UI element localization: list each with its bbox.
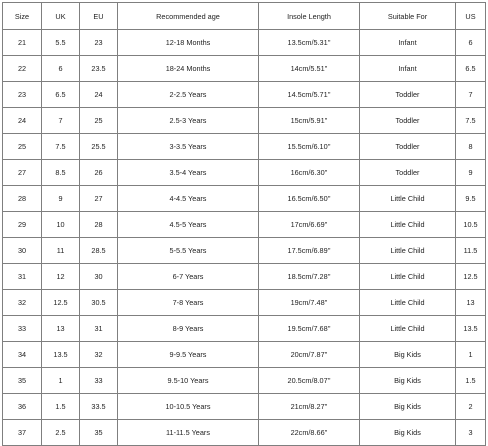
- cell-insole-length: 22cm/8.66'': [259, 420, 360, 446]
- cell-eu: 23.5: [80, 56, 118, 82]
- cell-uk: 8.5: [42, 160, 80, 186]
- cell-insole-length: 15cm/5.91'': [259, 108, 360, 134]
- cell-recommended-age: 2.5-3 Years: [118, 108, 259, 134]
- cell-uk: 6.5: [42, 82, 80, 108]
- cell-size: 22: [3, 56, 42, 82]
- cell-us: 3: [456, 420, 486, 446]
- header-eu: EU: [80, 3, 118, 30]
- cell-us: 13: [456, 290, 486, 316]
- cell-insole-length: 16.5cm/6.50'': [259, 186, 360, 212]
- cell-uk: 13.5: [42, 342, 80, 368]
- size-chart-body: [3, 30, 486, 446]
- cell-suitable-for: Little Child: [360, 316, 456, 342]
- table-row: [3, 108, 486, 134]
- cell-suitable-for: Infant: [360, 30, 456, 56]
- cell-size: 27: [3, 160, 42, 186]
- cell-insole-length: 20cm/7.87'': [259, 342, 360, 368]
- cell-eu: 33.5: [80, 394, 118, 420]
- cell-recommended-age: 2-2.5 Years: [118, 82, 259, 108]
- cell-eu: 25: [80, 108, 118, 134]
- header-size: Size: [3, 3, 42, 30]
- cell-suitable-for: Big Kids: [360, 394, 456, 420]
- cell-size: 34: [3, 342, 42, 368]
- cell-size: 21: [3, 30, 42, 56]
- cell-recommended-age: 10-10.5 Years: [118, 394, 259, 420]
- cell-suitable-for: Toddler: [360, 108, 456, 134]
- table-row: [3, 368, 486, 394]
- cell-uk: 13: [42, 316, 80, 342]
- cell-uk: 1: [42, 368, 80, 394]
- cell-us: 11.5: [456, 238, 486, 264]
- cell-recommended-age: 4.5-5 Years: [118, 212, 259, 238]
- header-uk: UK: [42, 3, 80, 30]
- cell-recommended-age: 7-8 Years: [118, 290, 259, 316]
- cell-recommended-age: 3-3.5 Years: [118, 134, 259, 160]
- cell-eu: 33: [80, 368, 118, 394]
- cell-eu: 25.5: [80, 134, 118, 160]
- cell-us: 13.5: [456, 316, 486, 342]
- cell-insole-length: 16cm/6.30'': [259, 160, 360, 186]
- table-row: [3, 186, 486, 212]
- cell-suitable-for: Little Child: [360, 186, 456, 212]
- cell-suitable-for: Little Child: [360, 212, 456, 238]
- cell-eu: 23: [80, 30, 118, 56]
- cell-recommended-age: 9.5-10 Years: [118, 368, 259, 394]
- table-row: [3, 238, 486, 264]
- cell-insole-length: 17cm/6.69'': [259, 212, 360, 238]
- size-chart-header: [3, 3, 486, 30]
- cell-uk: 6: [42, 56, 80, 82]
- cell-suitable-for: Big Kids: [360, 368, 456, 394]
- table-row: [3, 56, 486, 82]
- table-row: [3, 290, 486, 316]
- cell-uk: 1.5: [42, 394, 80, 420]
- cell-size: 30: [3, 238, 42, 264]
- cell-size: 25: [3, 134, 42, 160]
- cell-insole-length: 19.5cm/7.68'': [259, 316, 360, 342]
- cell-size: 33: [3, 316, 42, 342]
- cell-insole-length: 20.5cm/8.07'': [259, 368, 360, 394]
- cell-size: 35: [3, 368, 42, 394]
- header-row: [3, 3, 486, 30]
- table-row: [3, 264, 486, 290]
- table-row: [3, 160, 486, 186]
- cell-insole-length: 21cm/8.27'': [259, 394, 360, 420]
- cell-eu: 24: [80, 82, 118, 108]
- table-row: [3, 30, 486, 56]
- cell-uk: 12.5: [42, 290, 80, 316]
- cell-uk: 12: [42, 264, 80, 290]
- cell-recommended-age: 12-18 Months: [118, 30, 259, 56]
- cell-us: 7: [456, 82, 486, 108]
- table-row: [3, 420, 486, 446]
- size-chart-table: [2, 2, 486, 446]
- cell-eu: 28.5: [80, 238, 118, 264]
- cell-us: 9.5: [456, 186, 486, 212]
- cell-eu: 26: [80, 160, 118, 186]
- table-row: [3, 342, 486, 368]
- cell-suitable-for: Big Kids: [360, 420, 456, 446]
- cell-suitable-for: Little Child: [360, 264, 456, 290]
- cell-size: 37: [3, 420, 42, 446]
- cell-suitable-for: Toddler: [360, 82, 456, 108]
- cell-insole-length: 19cm/7.48'': [259, 290, 360, 316]
- table-row: [3, 134, 486, 160]
- cell-insole-length: 14.5cm/5.71'': [259, 82, 360, 108]
- cell-size: 28: [3, 186, 42, 212]
- cell-recommended-age: 5-5.5 Years: [118, 238, 259, 264]
- cell-recommended-age: 4-4.5 Years: [118, 186, 259, 212]
- cell-size: 23: [3, 82, 42, 108]
- cell-us: 8: [456, 134, 486, 160]
- cell-size: 29: [3, 212, 42, 238]
- cell-recommended-age: 3.5-4 Years: [118, 160, 259, 186]
- cell-size: 36: [3, 394, 42, 420]
- table-row: [3, 212, 486, 238]
- cell-us: 6: [456, 30, 486, 56]
- cell-us: 6.5: [456, 56, 486, 82]
- cell-uk: 10: [42, 212, 80, 238]
- cell-suitable-for: Toddler: [360, 134, 456, 160]
- cell-recommended-age: 11-11.5 Years: [118, 420, 259, 446]
- cell-insole-length: 17.5cm/6.89'': [259, 238, 360, 264]
- cell-us: 10.5: [456, 212, 486, 238]
- cell-suitable-for: Toddler: [360, 160, 456, 186]
- table-row: [3, 394, 486, 420]
- cell-eu: 27: [80, 186, 118, 212]
- cell-recommended-age: 8-9 Years: [118, 316, 259, 342]
- cell-suitable-for: Big Kids: [360, 342, 456, 368]
- cell-size: 32: [3, 290, 42, 316]
- cell-suitable-for: Infant: [360, 56, 456, 82]
- header-us: US: [456, 3, 486, 30]
- cell-insole-length: 15.5cm/6.10'': [259, 134, 360, 160]
- table-row: [3, 316, 486, 342]
- cell-insole-length: 13.5cm/5.31'': [259, 30, 360, 56]
- cell-recommended-age: 9-9.5 Years: [118, 342, 259, 368]
- cell-eu: 35: [80, 420, 118, 446]
- cell-us: 2: [456, 394, 486, 420]
- cell-us: 9: [456, 160, 486, 186]
- cell-uk: 7: [42, 108, 80, 134]
- cell-size: 31: [3, 264, 42, 290]
- cell-uk: 11: [42, 238, 80, 264]
- cell-recommended-age: 18-24 Months: [118, 56, 259, 82]
- cell-suitable-for: Little Child: [360, 238, 456, 264]
- cell-uk: 5.5: [42, 30, 80, 56]
- cell-eu: 30.5: [80, 290, 118, 316]
- cell-uk: 2.5: [42, 420, 80, 446]
- cell-us: 1: [456, 342, 486, 368]
- cell-insole-length: 18.5cm/7.28'': [259, 264, 360, 290]
- header-recommended-age: Recommended age: [118, 3, 259, 30]
- cell-us: 7.5: [456, 108, 486, 134]
- cell-us: 1.5: [456, 368, 486, 394]
- cell-eu: 31: [80, 316, 118, 342]
- cell-us: 12.5: [456, 264, 486, 290]
- cell-uk: 7.5: [42, 134, 80, 160]
- cell-eu: 30: [80, 264, 118, 290]
- cell-eu: 28: [80, 212, 118, 238]
- header-suitable-for: Suitable For: [360, 3, 456, 30]
- cell-suitable-for: Little Child: [360, 290, 456, 316]
- cell-recommended-age: 6-7 Years: [118, 264, 259, 290]
- cell-eu: 32: [80, 342, 118, 368]
- table-row: [3, 82, 486, 108]
- cell-size: 24: [3, 108, 42, 134]
- cell-insole-length: 14cm/5.51'': [259, 56, 360, 82]
- header-insole-length: Insole Length: [259, 3, 360, 30]
- cell-uk: 9: [42, 186, 80, 212]
